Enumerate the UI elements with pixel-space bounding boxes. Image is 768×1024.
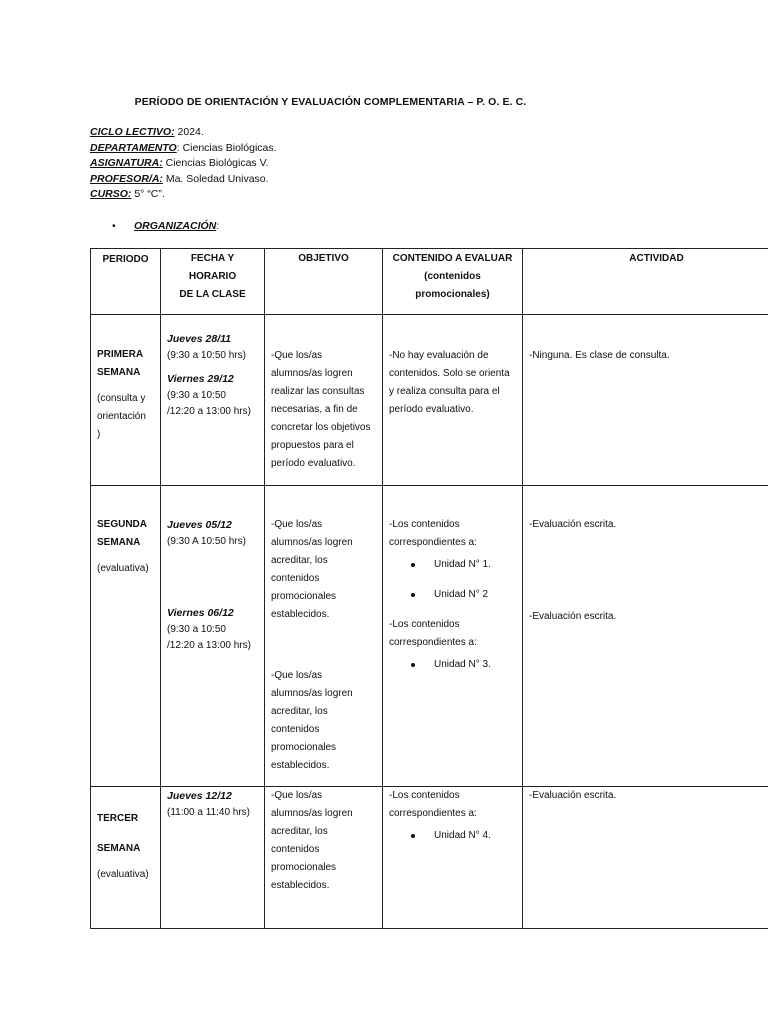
meta-curso (90, 187, 277, 203)
objetivo-line: promocionales (271, 591, 337, 602)
actividad-text: -Evaluación escrita. (529, 519, 617, 530)
cell-actividad (523, 486, 768, 787)
objetivo-line: necesarias, a fin de (271, 404, 358, 415)
cell-fecha (161, 486, 265, 787)
header-objetivo (265, 249, 383, 315)
cell-contenido (383, 486, 523, 787)
course-info (90, 125, 277, 203)
schedule-table (90, 248, 768, 929)
periodo-note: orientación (97, 411, 146, 422)
actividad-text: -Evaluación escrita. (529, 790, 617, 801)
periodo-note: (consulta y (97, 393, 146, 404)
objetivo-line: promocionales (271, 742, 337, 753)
meta-value: Ma. Soledad Univaso. (162, 172, 269, 185)
contenido-line: -Los contenidos (389, 519, 460, 530)
unit-list (389, 827, 516, 845)
cell-objetivo (265, 486, 383, 787)
class-time: /12:20 a 13:00 hrs) (167, 406, 251, 417)
class-time: (11:00 a 11:40 hrs) (167, 807, 251, 818)
contenido-line: y realiza consulta para el (389, 386, 500, 397)
objetivo-line: promocionales (271, 862, 337, 873)
unit-list (389, 556, 516, 604)
contenido-line: correspondientes a: (389, 637, 477, 648)
objetivo-line: -Que los/as (271, 670, 323, 681)
cell-periodo (91, 787, 161, 929)
unit-item: Unidad N° 1. (411, 556, 516, 574)
actividad-text: -Evaluación escrita. (529, 611, 617, 622)
contenido-line: contenidos. Solo se orienta (389, 368, 510, 379)
class-time: (9:30 a 10:50 hrs) (167, 350, 246, 361)
objetivo-line: -Que los/as (271, 790, 323, 801)
actividad-text: -Ninguna. Es clase de consulta. (529, 350, 670, 361)
table-row (91, 486, 768, 787)
unit-item: Unidad N° 4. (411, 827, 516, 845)
periodo-name: SEMANA (97, 843, 141, 854)
header-label: PERIODO (102, 254, 149, 265)
header-actividad (523, 249, 768, 315)
objetivo-line: contenidos (271, 844, 320, 855)
meta-value: 5° “C”. (131, 188, 165, 201)
meta-asignatura (90, 156, 277, 172)
objetivo-line: establecidos. (271, 760, 330, 771)
class-date: Viernes 06/12 (167, 607, 234, 619)
periodo-name: SEGUNDA (97, 519, 148, 530)
cell-contenido (383, 315, 523, 486)
objetivo-line: -Que los/as (271, 350, 323, 361)
meta-value: Ciencias Biológicas V. (162, 157, 269, 170)
meta-label: ASIGNATURA: (90, 157, 163, 170)
contenido-line: correspondientes a: (389, 537, 477, 548)
cell-contenido (383, 787, 523, 929)
contenido-line: período evaluativo. (389, 404, 474, 415)
meta-profesor (90, 172, 277, 188)
periodo-note: ) (97, 429, 101, 440)
bullet-icon: • (112, 220, 116, 232)
objetivo-line: alumnos/as logren (271, 368, 353, 379)
cell-objetivo (265, 315, 383, 486)
meta-label: DEPARTAMENTO (90, 141, 177, 154)
cell-objetivo (265, 787, 383, 929)
class-date: Jueves 28/11 (167, 333, 232, 345)
objetivo-line: concretar los objetivos (271, 422, 371, 433)
objetivo-line: establecidos. (271, 880, 330, 891)
cell-actividad (523, 315, 768, 486)
periodo-name: TERCER (97, 813, 139, 824)
meta-value: 2024. (174, 126, 204, 138)
objetivo-line: período evaluativo. (271, 458, 356, 469)
unit-item: Unidad N° 2 (411, 586, 516, 604)
meta-ciclo-lectivo (90, 125, 277, 141)
cell-periodo (91, 486, 161, 787)
document-title: PERÍODO DE ORIENTACIÓN Y EVALUACIÓN COMPLEMENTARIA – P. O. E. C. (134, 96, 527, 108)
periodo-note: (evaluativa) (97, 869, 149, 880)
periodo-name: SEMANA (97, 537, 141, 548)
periodo-note: (evaluativa) (97, 563, 149, 574)
objetivo-line: contenidos (271, 573, 320, 584)
organizacion-label: ORGANIZACIÓN (134, 220, 217, 232)
meta-label: CURSO: (90, 188, 132, 201)
header-periodo (91, 249, 161, 315)
contenido-line: -No hay evaluación de (389, 350, 489, 361)
class-time: (9:30 a 10:50 (167, 390, 226, 401)
objetivo-line: contenidos (271, 724, 320, 735)
meta-label: PROFESOR/A: (90, 172, 163, 185)
meta-departamento (90, 141, 277, 157)
cell-periodo (91, 315, 161, 486)
header-label: FECHA Y HORARIO (188, 253, 237, 282)
objetivo-line: acreditar, los (271, 555, 328, 566)
objetivo-line: -Que los/as (271, 519, 323, 530)
objetivo-line: establecidos. (271, 609, 330, 620)
header-label: DE LA CLASE (179, 289, 246, 300)
class-date: Jueves 12/12 (167, 790, 232, 802)
cell-fecha (161, 787, 265, 929)
organizacion-colon: : (216, 220, 220, 232)
organizacion-heading (112, 220, 219, 232)
contenido-line: -Los contenidos (389, 790, 460, 801)
class-date: Viernes 29/12 (167, 373, 234, 385)
header-label: OBJETIVO (298, 253, 349, 264)
class-time: /12:20 a 13:00 hrs) (167, 640, 251, 651)
table-header-row (91, 249, 768, 315)
contenido-line: -Los contenidos (389, 619, 460, 630)
objetivo-line: alumnos/as logren (271, 537, 353, 548)
objetivo-line: acreditar, los (271, 706, 328, 717)
class-time: (9:30 a 10:50 (167, 624, 226, 635)
header-fecha (161, 249, 265, 315)
objetivo-line: acreditar, los (271, 826, 328, 837)
meta-value: : Ciencias Biológicas. (176, 141, 277, 154)
header-label: promocionales) (415, 289, 490, 300)
header-label: CONTENIDO A EVALUAR (392, 253, 513, 264)
cell-actividad (523, 787, 768, 929)
class-date: Jueves 05/12 (167, 519, 232, 531)
objetivo-line: realizar las consultas (271, 386, 365, 397)
meta-label: CICLO LECTIVO: (90, 126, 175, 138)
header-label: (contenidos (424, 271, 481, 282)
objetivo-line: alumnos/as logren (271, 688, 353, 699)
class-time: (9:30 A 10:50 hrs) (167, 536, 246, 547)
objetivo-line: propuestos para el (271, 440, 354, 451)
header-contenido (383, 249, 523, 315)
table-row (91, 787, 768, 929)
objetivo-line: alumnos/as logren (271, 808, 353, 819)
unit-item: Unidad N° 3. (411, 656, 516, 674)
periodo-name: PRIMERA (97, 349, 144, 360)
cell-fecha (161, 315, 265, 486)
contenido-line: correspondientes a: (389, 808, 477, 819)
header-label: ACTIVIDAD (629, 253, 684, 264)
periodo-name: SEMANA (97, 367, 141, 378)
unit-list (389, 656, 516, 674)
table-row (91, 315, 768, 486)
